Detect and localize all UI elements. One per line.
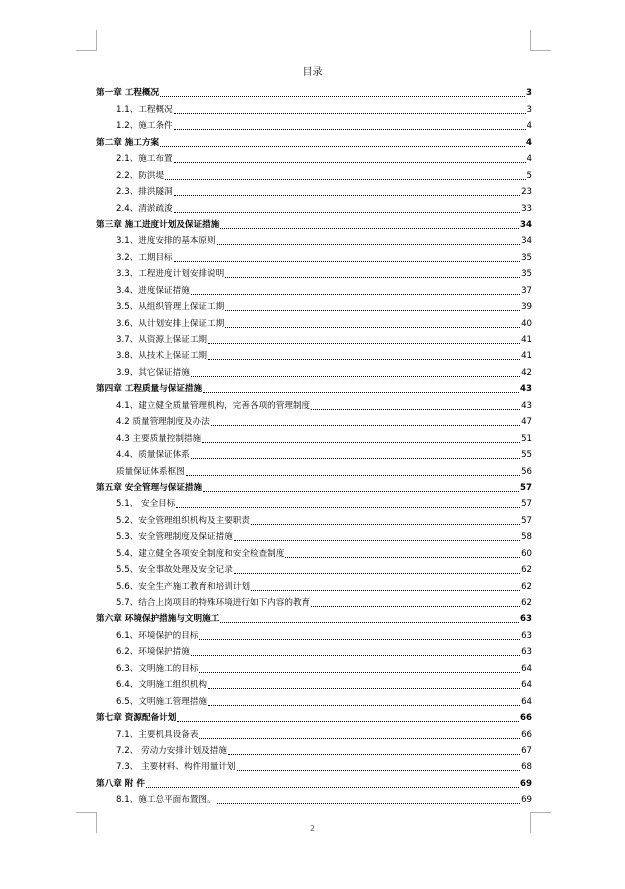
toc-entry-text: 8.1、施工总平面布置图。: [116, 795, 216, 806]
toc-entry-page-number: 42: [521, 367, 532, 378]
toc-title: 目录: [302, 67, 323, 78]
toc-entry-page-number: 43: [521, 400, 532, 411]
toc-entry-text: 3.3、工程进度计划安排说明: [116, 269, 225, 280]
toc-dot-leader: [174, 261, 520, 262]
toc-entry-text: 3.8、从技术上保证工期: [116, 351, 208, 362]
toc-dot-leader: [217, 803, 520, 804]
toc-entry-text: 3.7、从资源上保证工期: [116, 335, 208, 345]
toc-section-entry[interactable]: [96, 724, 532, 740]
toc-entry-text: 7.3、 主要材料、构件用量计划: [116, 762, 236, 773]
toc-entry-text: 5.2、安全管理组织机构及主要职责: [116, 515, 250, 526]
toc-section-entry[interactable]: [96, 362, 532, 378]
toc-dot-leader: [220, 622, 519, 623]
toc-entry-text: 第七章 资源配备计划: [96, 713, 177, 724]
toc-section-entry[interactable]: [96, 576, 532, 592]
toc-entry-text: 2.1、施工布置: [116, 154, 173, 165]
toc-entry-page-number: 56: [521, 466, 532, 477]
toc-chapter-entry[interactable]: [96, 215, 532, 231]
toc-entry-page-number: 41: [521, 335, 532, 345]
toc-entry-page-number: 57: [521, 515, 532, 526]
toc-entry-page-number: 69: [521, 795, 532, 806]
toc-dot-leader: [199, 672, 520, 673]
toc-dot-leader: [174, 195, 520, 196]
toc-entry-text: 4.2 质量管理制度及办法: [116, 417, 210, 428]
toc-dot-leader: [225, 327, 520, 328]
toc-entry-text: 第一章 工程概况: [96, 88, 160, 99]
toc-dot-leader: [225, 310, 520, 311]
toc-dot-leader: [174, 212, 520, 213]
crop-mark-top-left: [76, 30, 97, 51]
toc-section-entry[interactable]: [96, 330, 532, 346]
toc-section-entry[interactable]: [96, 494, 532, 510]
toc-entry-page-number: 63: [520, 614, 532, 625]
toc-entry-page-number: 57: [521, 499, 532, 510]
toc-section-entry[interactable]: [96, 264, 532, 280]
toc-dot-leader: [177, 721, 519, 722]
toc-entry-text: 2.4、清淤疏浚: [116, 203, 173, 214]
toc-entry-text: 3.5、从组织管理上保证工期: [116, 302, 225, 313]
toc-entry-text: 5.6、安全生产施工教育和培训计划: [116, 581, 250, 592]
toc-entry-page-number: 64: [521, 680, 532, 691]
toc-entry-text: 5.7、结合上岗项目的特殊环境进行如下内容的教育: [116, 598, 311, 608]
toc-entry-page-number: 66: [521, 729, 532, 740]
toc-section-entry[interactable]: [96, 691, 532, 707]
toc-section-entry[interactable]: [96, 445, 532, 461]
toc-entry-page-number: 39: [521, 302, 532, 313]
toc-dot-leader: [203, 392, 519, 393]
toc-section-entry[interactable]: [96, 757, 532, 773]
toc-entry-text: 第三章 施工进度计划及保证措施: [96, 219, 220, 230]
toc-entry-page-number: 64: [521, 663, 532, 674]
toc-entry-text: 第五章 安全管理与保证措施: [96, 482, 203, 493]
toc-entry-page-number: 5: [526, 170, 532, 181]
toc-chapter-entry[interactable]: [96, 132, 532, 148]
toc-dot-leader: [191, 294, 520, 295]
toc-entry-page-number: 34: [520, 219, 532, 230]
toc-entry-text: 第八章 附 件: [96, 778, 145, 789]
toc-entry-page-number: 62: [521, 581, 532, 592]
toc-entry-page-number: 4: [526, 121, 532, 132]
toc-dot-leader: [174, 113, 526, 114]
toc-dot-leader: [202, 442, 520, 443]
table-of-contents: [96, 83, 532, 806]
toc-entry-page-number: 4: [526, 137, 532, 148]
toc-chapter-entry[interactable]: [96, 478, 532, 494]
toc-entry-text: 7.2、 劳动力安排计划及措施: [116, 745, 227, 756]
toc-section-entry[interactable]: [96, 313, 532, 329]
toc-section-entry[interactable]: [96, 198, 532, 214]
toc-entry-text: 2.2、防洪堤: [116, 170, 165, 181]
toc-section-entry[interactable]: [96, 165, 532, 181]
toc-dot-leader: [220, 228, 519, 229]
toc-dot-leader: [234, 540, 520, 541]
toc-entry-page-number: 34: [521, 236, 532, 247]
toc-dot-leader: [160, 96, 525, 97]
toc-entry-text: 4.4、质量保证体系: [116, 450, 190, 461]
toc-entry-page-number: 64: [521, 696, 532, 707]
toc-entry-text: 6.1、环境保护的目标: [116, 630, 199, 641]
toc-dot-leader: [285, 557, 520, 558]
toc-entry-page-number: 40: [521, 318, 532, 329]
toc-dot-leader: [211, 425, 520, 426]
toc-dot-leader: [203, 491, 519, 492]
toc-chapter-entry[interactable]: [96, 379, 532, 395]
toc-dot-leader: [191, 376, 520, 377]
toc-entry-text: 第二章 施工方案: [96, 137, 160, 148]
toc-section-entry[interactable]: [96, 741, 532, 757]
toc-entry-page-number: 35: [521, 269, 532, 280]
toc-dot-leader: [199, 738, 520, 739]
toc-dot-leader: [311, 606, 520, 607]
toc-chapter-entry[interactable]: [96, 609, 532, 625]
toc-section-entry[interactable]: [96, 658, 532, 674]
toc-dot-leader: [237, 770, 521, 771]
toc-dot-leader: [228, 754, 520, 755]
toc-dot-leader: [165, 179, 525, 180]
toc-entry-page-number: 67: [521, 745, 532, 756]
toc-dot-leader: [208, 359, 520, 360]
toc-entry-page-number: 33: [521, 203, 532, 214]
toc-section-entry[interactable]: [96, 231, 532, 247]
toc-entry-text: 5.5、安全事故处理及安全记录: [116, 565, 233, 576]
toc-entry-page-number: 63: [521, 647, 532, 658]
toc-dot-leader: [160, 146, 525, 147]
toc-entry-page-number: 4: [526, 154, 532, 165]
toc-entry-page-number: 3: [526, 88, 532, 99]
crop-mark-top-right: [530, 30, 551, 51]
toc-entry-text: 6.5、文明施工管理措施: [116, 696, 208, 707]
toc-entry-page-number: 57: [520, 482, 532, 493]
toc-section-entry[interactable]: [96, 461, 532, 477]
toc-dot-leader: [146, 787, 519, 788]
toc-chapter-entry[interactable]: [96, 708, 532, 724]
toc-entry-page-number: 47: [521, 417, 532, 428]
toc-dot-leader: [191, 655, 520, 656]
toc-entry-text: 5.3、安全管理制度及保证措施: [116, 532, 233, 543]
toc-entry-page-number: 55: [521, 450, 532, 461]
toc-section-entry[interactable]: [96, 247, 532, 263]
toc-entry-text: 5.4、建立健全各项安全制度和安全检查制度: [116, 548, 285, 559]
toc-section-entry[interactable]: [96, 625, 532, 641]
toc-entry-page-number: 3: [526, 104, 532, 115]
toc-section-entry[interactable]: [96, 116, 532, 132]
toc-entry-text: 3.1、进度安排的基本原则: [116, 236, 216, 247]
toc-dot-leader: [225, 277, 520, 278]
toc-section-entry[interactable]: [96, 99, 532, 115]
toc-entry-text: 3.2、工期目标: [116, 252, 173, 263]
toc-dot-leader: [217, 244, 520, 245]
toc-entry-page-number: 62: [521, 598, 532, 608]
toc-entry-text: 6.2、环境保护措施: [116, 647, 190, 658]
toc-entry-text: 3.4、进度保证措施: [116, 285, 190, 296]
toc-dot-leader: [191, 458, 520, 459]
toc-dot-leader: [251, 590, 520, 591]
toc-entry-text: 2.3、排洪隧洞: [116, 187, 173, 198]
toc-dot-leader: [186, 475, 520, 476]
toc-entry-text: 3.6、从计划安排上保证工期: [116, 318, 225, 329]
toc-entry-text: 4.3 主要质量控制措施: [116, 433, 202, 444]
toc-section-entry[interactable]: [96, 346, 532, 362]
toc-section-entry[interactable]: [96, 280, 532, 296]
toc-entry-page-number: 62: [521, 565, 532, 576]
toc-entry-text: 6.3、文明施工的目标: [116, 663, 199, 674]
toc-entry-page-number: 37: [521, 285, 532, 296]
toc-entry-page-number: 35: [521, 252, 532, 263]
toc-dot-leader: [199, 639, 520, 640]
toc-entry-text: 1.2、施工条件: [116, 121, 173, 132]
toc-entry-text: 4.1、建立健全质量管理机构，完善各项的管理制度: [116, 400, 311, 411]
toc-chapter-entry[interactable]: [96, 773, 532, 789]
toc-entry-page-number: 58: [521, 532, 532, 543]
toc-entry-page-number: 60: [521, 548, 532, 559]
toc-dot-leader: [176, 507, 520, 508]
toc-chapter-entry[interactable]: [96, 83, 532, 99]
toc-entry-text: 质量保证体系框图: [116, 466, 185, 477]
toc-entry-text: 1.1、工程概况: [116, 104, 173, 115]
toc-dot-leader: [234, 573, 520, 574]
toc-dot-leader: [208, 688, 520, 689]
toc-entry-page-number: 23: [521, 187, 532, 198]
toc-entry-text: 7.1、主要机具设备表: [116, 729, 199, 740]
toc-section-entry[interactable]: [96, 593, 532, 609]
toc-section-entry[interactable]: [96, 642, 532, 658]
toc-section-entry[interactable]: [96, 560, 532, 576]
toc-entry-page-number: 69: [520, 778, 532, 789]
toc-section-entry[interactable]: [96, 149, 532, 165]
toc-section-entry[interactable]: [96, 428, 532, 444]
page-number: 2: [309, 824, 316, 833]
toc-section-entry[interactable]: [96, 182, 532, 198]
toc-entry-page-number: 43: [520, 384, 532, 395]
toc-entry-text: 3.9、其它保证措施: [116, 367, 190, 378]
toc-dot-leader: [251, 524, 520, 525]
toc-dot-leader: [208, 705, 520, 706]
toc-entry-page-number: 68: [521, 762, 532, 773]
toc-entry-text: 第六章 环境保护措施与文明施工: [96, 614, 220, 625]
toc-section-entry[interactable]: [96, 297, 532, 313]
toc-section-entry[interactable]: [96, 510, 532, 526]
toc-entry-page-number: 66: [520, 713, 532, 724]
toc-dot-leader: [311, 409, 520, 410]
toc-entry-page-number: 41: [521, 351, 532, 362]
toc-section-entry[interactable]: [96, 790, 532, 806]
toc-section-entry[interactable]: [96, 543, 532, 559]
toc-entry-text: 6.4、文明施工组织机构: [116, 680, 208, 691]
toc-section-entry[interactable]: [96, 675, 532, 691]
toc-entry-text: 5.1、 安全目标: [116, 499, 176, 510]
toc-entry-page-number: 63: [521, 630, 532, 641]
toc-section-entry[interactable]: [96, 527, 532, 543]
toc-dot-leader: [208, 343, 520, 344]
toc-entry-text: 第四章 工程质量与保证措施: [96, 384, 203, 395]
toc-entry-page-number: 51: [521, 433, 532, 444]
toc-dot-leader: [174, 129, 526, 130]
toc-section-entry[interactable]: [96, 395, 532, 411]
toc-section-entry[interactable]: [96, 412, 532, 428]
toc-dot-leader: [174, 162, 526, 163]
